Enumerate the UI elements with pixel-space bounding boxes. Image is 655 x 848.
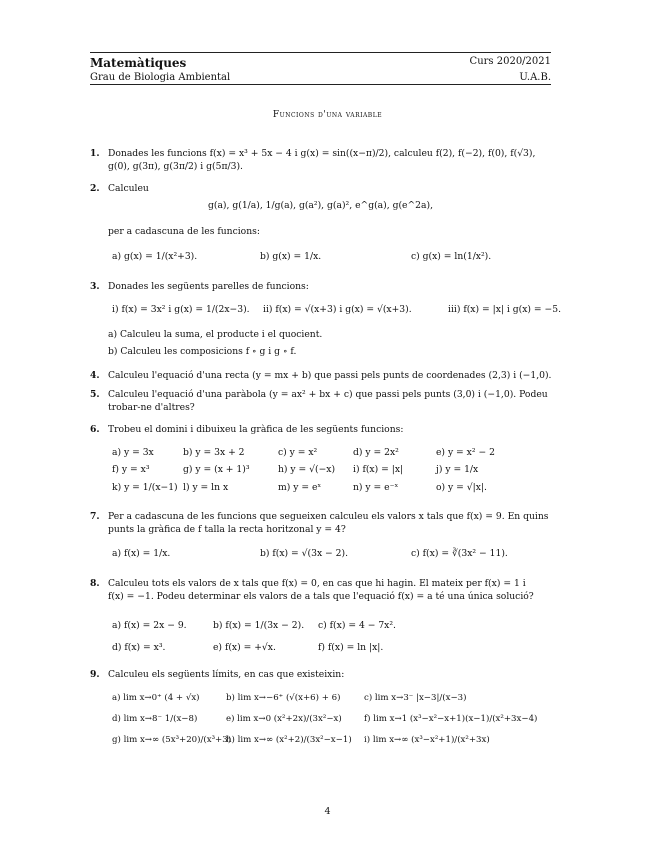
exercise-8: [90, 578, 560, 603]
exercise-4: [90, 370, 560, 383]
pair-i: i) f(x) = 3x² i g(x) = 1/(2x−3).: [112, 304, 250, 315]
exercise-2: [90, 183, 560, 196]
function-item: a) y = 3x: [112, 447, 154, 458]
limit-item: b) lim x→−6⁺ (√(x+6) + 6): [226, 693, 341, 703]
pair-ii: ii) f(x) = √(x+3) i g(x) = √(x+3).: [263, 304, 412, 315]
pair-iii: iii) f(x) = |x| i g(x) = −5.: [448, 304, 561, 315]
exercise-text: Per a cadascuna de les funcions que segueixen calculeu els valors x tals que f(x) = 9. En quins: [108, 511, 549, 522]
university-name: U.A.B.: [519, 72, 551, 83]
function-item: j) y = 1/x: [436, 464, 479, 475]
function-item: o) y = √|x|.: [436, 482, 487, 493]
limit-item: a) lim x→0⁺ (4 + √x): [112, 693, 200, 703]
exercise-1: [90, 148, 560, 173]
subquestion-b: b) Calculeu les composicions f ∘ g i g ∘ f.: [108, 346, 297, 357]
degree-name: Grau de Biologia Ambiental: [90, 72, 231, 83]
exercise-number: 5.: [90, 389, 100, 400]
function-item: d) y = 2x²: [353, 447, 399, 458]
exercise-text-cont: punts la gràfica de f talla la recta horitzonal y = 4?: [108, 523, 346, 535]
option-f: f) f(x) = ln |x|.: [318, 642, 384, 653]
function-item: b) y = 3x + 2: [183, 447, 245, 458]
exercise-9: [90, 669, 560, 682]
exercise-text: Calculeu els següents límits, en cas que existeixin:: [108, 669, 345, 680]
function-item: l) y = ln x: [183, 482, 229, 493]
page-title: Funcions d'una variable: [272, 110, 383, 120]
option-d: d) f(x) = x³.: [112, 642, 166, 653]
exercise-text: Calculeu tots els valors de x tals que f(x) = 0, en cas que hi hagin. El mateix per f(x) = 1 i: [108, 578, 526, 589]
function-item: k) y = 1/(x−1): [112, 482, 178, 493]
exercise-text: Donades les següents parelles de funcions:: [108, 281, 309, 292]
function-item: g) y = (x + 1)³: [183, 464, 250, 475]
exercise-text: Calculeu l'equació d'una recta (y = mx + b) que passi pels punts de coordenades (2,3) i (−1,0).: [108, 370, 552, 381]
page-number: 4: [324, 806, 331, 817]
limit-item: f) lim x→1 (x³−x²−x+1)(x−1)/(x²+3x−4): [364, 714, 538, 724]
exercise-number: 8.: [90, 578, 100, 589]
function-item: c) y = x²: [278, 447, 318, 458]
option-b: b) g(x) = 1/x.: [260, 251, 322, 262]
limit-item: e) lim x→0 (x²+2x)/(3x²−x): [226, 714, 342, 724]
function-item: h) y = √(−x): [278, 464, 336, 475]
course-year: Curs 2020/2021: [469, 56, 551, 67]
limit-item: i) lim x→∞ (x³−x²+1)/(x²+3x): [364, 735, 490, 745]
limit-item: d) lim x→8⁻ 1/(x−8): [112, 714, 198, 724]
limit-item: g) lim x→∞ (5x³+20)/(x³+3): [112, 735, 232, 745]
exercise-6: [90, 424, 560, 437]
exercise-3: [90, 281, 560, 294]
exercise-text: Donades les funcions f(x) = x³ + 5x − 4 i g(x) = sin((x−π)/2), calculeu f(2), f(−2), f(0), f(√3),: [108, 148, 536, 159]
option-c: c) f(x) = ∛(3x² − 11).: [411, 548, 508, 559]
subquestion-a: a) Calculeu la suma, el producte i el quocient.: [108, 329, 323, 340]
exercise-number: 9.: [90, 669, 100, 680]
exercise-number: 7.: [90, 511, 100, 522]
header-top-rule: [90, 52, 551, 53]
exercise-number: 6.: [90, 424, 100, 435]
expression-list: g(a), g(1/a), 1/g(a), g(a²), g(a)², e^g(a), g(e^2a),: [207, 200, 434, 211]
exercise-5: [90, 389, 560, 414]
option-a: a) f(x) = 1/x.: [112, 548, 171, 559]
function-item: f) y = x³: [112, 464, 150, 475]
exercise-number: 2.: [90, 183, 100, 194]
exercise-number: 1.: [90, 148, 100, 159]
function-item: e) y = x² − 2: [436, 447, 495, 458]
option-b: b) f(x) = √(3x − 2).: [260, 548, 349, 559]
option-a: a) g(x) = 1/(x²+3).: [112, 251, 198, 262]
exercise-text-cont: f(x) = −1. Podeu determinar els valors de a tals que l'equació f(x) = a té una única solució?: [108, 590, 534, 602]
option-b: b) f(x) = 1/(3x − 2).: [213, 620, 305, 631]
limit-item: h) lim x→∞ (x²+2)/(3x²−x−1): [226, 735, 352, 745]
exercise-text: per a cadascuna de les funcions:: [108, 226, 260, 237]
option-c: c) f(x) = 4 − 7x².: [318, 620, 396, 631]
option-e: e) f(x) = +√x.: [213, 642, 276, 653]
subject-title: Matemàtiques: [90, 56, 187, 70]
limit-item: c) lim x→3⁻ |x−3|/(x−3): [364, 693, 467, 703]
option-c: c) g(x) = ln(1/x²).: [411, 251, 492, 262]
function-item: i) f(x) = |x|: [353, 464, 404, 475]
exercise-text: Calculeu: [108, 183, 149, 194]
exercise-number: 3.: [90, 281, 100, 292]
function-item: m) y = eˣ: [278, 482, 322, 493]
exercise-text: Trobeu el domini i dibuixeu la gràfica de les següents funcions:: [108, 424, 404, 435]
header: [90, 56, 551, 83]
header-bottom-rule: [90, 84, 551, 85]
exercise-7: [90, 511, 560, 536]
exercise-text-cont: g(0), g(3π), g(3π/2) i g(5π/3).: [108, 160, 243, 172]
exercise-text: Calculeu l'equació d'una paràbola (y = ax² + bx + c) que passi pels punts (3,0) i (−1,0). Podeu: [108, 389, 548, 400]
exercise-text-cont: trobar-ne d'altres?: [108, 401, 195, 413]
option-a: a) f(x) = 2x − 9.: [112, 620, 187, 631]
function-item: n) y = e⁻ˣ: [353, 482, 399, 493]
exercise-number: 4.: [90, 370, 100, 381]
